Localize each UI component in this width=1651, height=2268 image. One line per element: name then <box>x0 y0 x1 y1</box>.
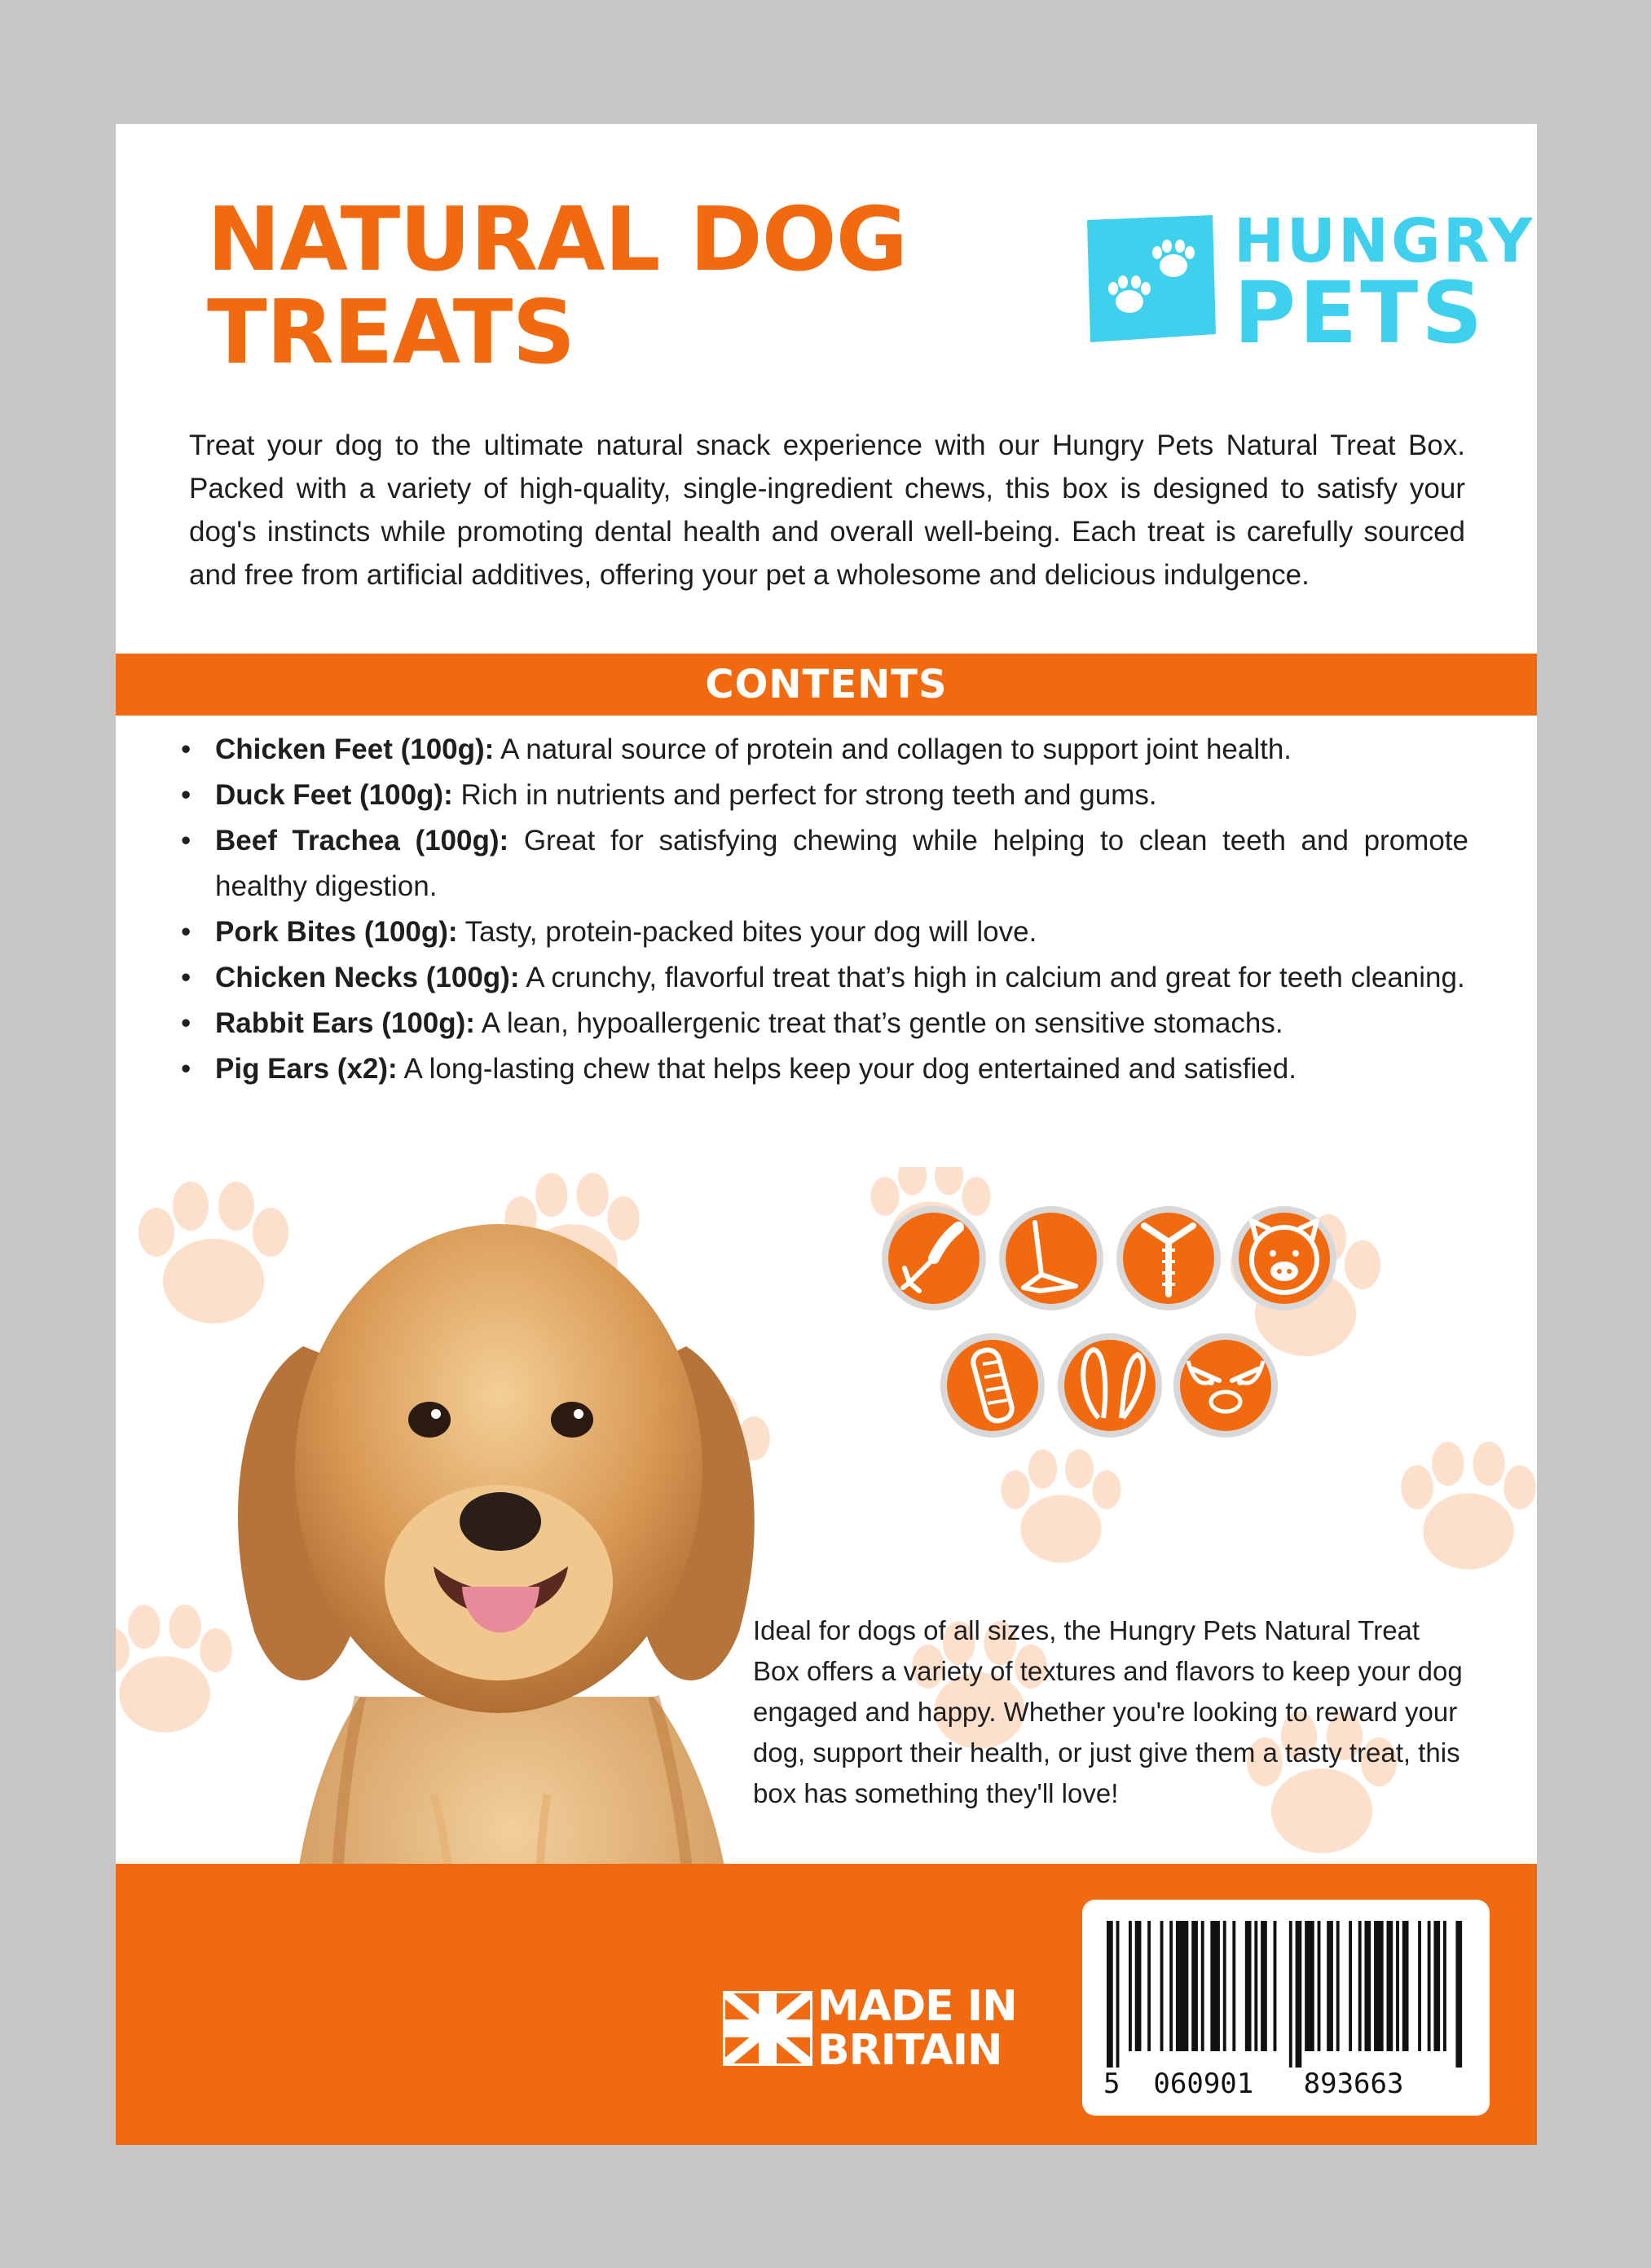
barcode-bar <box>1191 1921 1198 2051</box>
brand-logo <box>1082 202 1535 365</box>
duck-foot-icon <box>999 1206 1103 1310</box>
contents-item-desc: Rich in nutrients and perfect for strong teeth and gums. <box>452 779 1157 811</box>
contents-item-name: Duck Feet (100g): <box>215 779 453 811</box>
barcode-bar <box>1129 1921 1132 2051</box>
bullet: • <box>181 779 192 811</box>
barcode-bar <box>1160 1921 1164 2051</box>
bullet: • <box>181 962 192 993</box>
contents-item-name: Chicken Necks (100g): <box>215 962 520 993</box>
contents-item-desc: A crunchy, flavorful treat that’s high in calcium and great for teeth cleaning. <box>519 962 1465 993</box>
contents-item-desc: A natural source of protein and collagen to support joint health. <box>494 733 1292 765</box>
contents-item-desc: Tasty, protein-packed bites your dog will love. <box>457 916 1037 948</box>
barcode-bar <box>1336 1921 1340 2051</box>
barcode-bar <box>1358 1921 1362 2051</box>
barcode-bar <box>1318 1921 1321 2051</box>
brand-name <box>1234 202 1535 363</box>
barcode-bar <box>1245 1921 1252 2051</box>
intro-paragraph: Treat your dog to the ultimate natural snack experience with our Hungry Pets Natural Treat Box. Packed with a variety of high-quality, single-ingredient chews, this box is designed to satisfy your dog's instincts while promoting dental health and overall well-being. Each treat is carefully sourced and free from artificial additives, offering your pet a wholesome and delicious indulgence. <box>189 429 1465 591</box>
barcode-bar <box>1455 1921 1462 2068</box>
contents-item-name: Beef Trachea (100g): <box>215 825 509 857</box>
barcode-bar <box>1327 1921 1333 2051</box>
contents-item-name: Pork Bites (100g): <box>215 916 458 948</box>
barcode-bar <box>1210 1921 1220 2051</box>
contents-item <box>181 818 1468 909</box>
made-in-britain-text: MADE IN BRITAIN <box>817 1982 1017 2075</box>
contents-item-name: Rabbit Ears (100g): <box>215 1007 475 1039</box>
brand-word-hungry: HUNGRY <box>1234 206 1535 276</box>
bullet: • <box>181 825 192 857</box>
paw-print-icon <box>1401 1442 1536 1570</box>
bullet: • <box>181 1007 192 1039</box>
barcode-bar <box>1176 1921 1188 2051</box>
barcode-bar <box>1433 1921 1440 2051</box>
pig-ears-icon <box>1173 1333 1278 1438</box>
barcode-bar <box>1418 1921 1421 2051</box>
barcode-bar <box>1135 1921 1142 2051</box>
paw-prints-icon <box>1082 212 1219 346</box>
barcode-bar <box>1296 1921 1302 2068</box>
contents-item-desc: A long-lasting chew that helps keep your dog entertained and satisfied. <box>397 1053 1297 1085</box>
contents-heading: CONTENTS <box>116 654 1537 716</box>
packaging-panel <box>116 124 1537 2145</box>
bullet: • <box>181 916 192 948</box>
contents-item <box>181 1046 1468 1092</box>
barcode-bar <box>1274 1921 1277 2051</box>
barcode-bar <box>1396 1921 1399 2051</box>
brand-word-pets: PETS <box>1234 263 1486 363</box>
contents-list <box>181 727 1468 1092</box>
contents-item-desc: A lean, hypoallergenic treat that’s gentle on sensitive stomachs. <box>474 1007 1283 1039</box>
barcode-number: 5 060901 893663 <box>1103 2068 1404 2100</box>
contents-item <box>181 727 1468 773</box>
barcode-bar <box>1387 1921 1393 2051</box>
footer-band <box>116 1864 1537 2145</box>
closing-paragraph: Ideal for dogs of all sizes, the Hungry Pets Natural Treat Box offers a variety of textures and flavors to keep your dog engaged and happy. Whether you're looking to reward your dog, support their health, or just give them a tasty treat, this box has something they'll love! <box>753 1615 1463 1808</box>
pig-face-icon <box>1232 1206 1336 1310</box>
contents-item-name: Chicken Feet (100g): <box>215 733 495 765</box>
rabbit-ears-icon <box>1058 1333 1162 1438</box>
bullet: • <box>181 1053 192 1085</box>
made-in-britain-badge <box>723 1984 1049 2074</box>
barcode-bar <box>1289 1921 1292 2068</box>
contents-item <box>181 1001 1468 1046</box>
contents-item <box>181 909 1468 955</box>
barcode-bar <box>1374 1921 1384 2051</box>
contents-item-desc: Great for satisfying chewing while helping to clean teeth and promote healthy digestion. <box>215 825 1468 902</box>
contents-item <box>181 955 1468 1001</box>
barcode-bar <box>1428 1921 1431 2051</box>
chicken-neck-icon <box>940 1333 1045 1438</box>
beef-trachea-icon <box>1116 1206 1221 1310</box>
union-jack-icon <box>723 1991 812 2066</box>
barcode <box>1082 1900 1490 2116</box>
barcode-bar <box>1147 1921 1151 2051</box>
barcode-bar <box>1232 1921 1235 2051</box>
contents-item-name: Pig Ears (x2): <box>215 1053 398 1085</box>
barcode-bar <box>1261 1921 1267 2051</box>
paw-print-icon <box>1001 1449 1120 1562</box>
chicken-foot-icon <box>882 1206 986 1310</box>
product-title: NATURAL DOG TREATS <box>207 189 908 384</box>
barcode-bar <box>1116 1921 1120 2068</box>
barcode-bars <box>1107 1921 1465 2068</box>
contents-item <box>181 773 1468 818</box>
barcode-bar <box>1201 1921 1204 2051</box>
barcode-bar <box>1107 1921 1113 2068</box>
barcode-bar <box>1443 1921 1446 2051</box>
barcode-bar <box>1402 1921 1409 2051</box>
barcode-bar <box>1364 1921 1371 2051</box>
barcode-bar <box>1254 1921 1257 2051</box>
barcode-bar <box>1223 1921 1226 2051</box>
barcode-bar <box>1349 1921 1352 2051</box>
bullet: • <box>181 733 192 765</box>
barcode-bar <box>1169 1921 1173 2051</box>
barcode-bar <box>1305 1921 1314 2051</box>
